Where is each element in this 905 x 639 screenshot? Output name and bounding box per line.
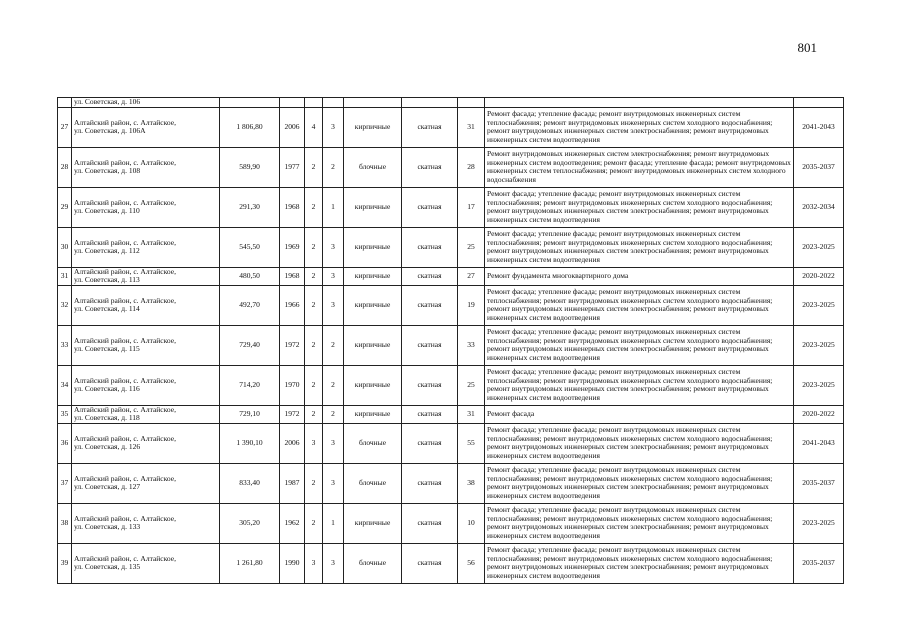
entrances-cell: 1 xyxy=(323,503,344,543)
floors-cell: 2 xyxy=(305,187,323,227)
table-row xyxy=(58,227,844,267)
address-line-street: ул. Советская, д. 118 xyxy=(74,413,140,423)
area-cell: 714,20 xyxy=(220,365,280,405)
table-row xyxy=(58,325,844,365)
address-line-street: ул. Советская, д. 112 xyxy=(74,246,140,256)
period-cell: 2023-2025 xyxy=(794,285,844,325)
year-cell: 1969 xyxy=(280,227,305,267)
table-row xyxy=(58,187,844,227)
roof-type-cell: скатная xyxy=(402,227,458,267)
row-number: 36 xyxy=(58,423,72,463)
continued-address: ул. Советская, д. 106 xyxy=(72,98,220,108)
wall-material-cell: кирпичные xyxy=(344,365,402,405)
wall-material-cell: кирпичные xyxy=(344,227,402,267)
address-cell xyxy=(72,107,220,147)
address-line-district: Алтайский район, с. Алтайское, xyxy=(74,405,176,414)
header-cell-num xyxy=(58,98,72,108)
roof-type-cell: скатная xyxy=(402,325,458,365)
year-cell: 1970 xyxy=(280,365,305,405)
wall-material-cell: кирпичные xyxy=(344,285,402,325)
apartments-cell: 28 xyxy=(458,147,485,187)
area-cell: 545,50 xyxy=(220,227,280,267)
row-number: 30 xyxy=(58,227,72,267)
area-cell: 729,10 xyxy=(220,405,280,423)
entrances-cell: 3 xyxy=(323,423,344,463)
year-cell: 1990 xyxy=(280,543,305,583)
area-cell: 492,70 xyxy=(220,285,280,325)
apartments-cell: 27 xyxy=(458,267,485,285)
roof-type-cell: скатная xyxy=(402,543,458,583)
wall-material-cell: кирпичные xyxy=(344,503,402,543)
address-cell xyxy=(72,227,220,267)
entrances-cell: 3 xyxy=(323,107,344,147)
address-line-district: Алтайский район, с. Алтайское, xyxy=(74,513,176,523)
roof-type-cell: скатная xyxy=(402,147,458,187)
roof-type-cell: скатная xyxy=(402,463,458,503)
wall-material-cell: блочные xyxy=(344,543,402,583)
works-cell: Ремонт фасада; утепление фасада; ремонт внутридомовых инженерных систем теплоснабжения; ремонт внутридомовых инженерных систем холодного водоснабжения; ремонт внутридомовых инженерных систем электроснабжения; ремонт внутридомовых инженерных систем водоотведения xyxy=(485,503,794,543)
works-cell: Ремонт фасада; утепление фасада; ремонт внутридомовых инженерных систем теплоснабжения; ремонт внутридомовых инженерных систем холодного водоснабжения; ремонт внутридомовых инженерных систем электроснабжения; ремонт внутридомовых инженерных систем водоотведения xyxy=(485,227,794,267)
address-line-street: ул. Советская, д. 135 xyxy=(74,562,141,572)
address-line-street: ул. Советская, д. 126 xyxy=(74,442,141,452)
works-cell: Ремонт фасада; утепление фасада; ремонт внутридомовых инженерных систем теплоснабжения; ремонт внутридомовых инженерных систем холодного водоснабжения; ремонт внутридомовых инженерных систем электроснабжения; ремонт внутридомовых инженерных систем водоотведения xyxy=(485,325,794,365)
address-line-district: Алтайский район, с. Алтайское, xyxy=(74,237,176,247)
address-line-district: Алтайский район, с. Алтайское, xyxy=(74,117,176,127)
works-cell: Ремонт фасада; утепление фасада; ремонт внутридомовых инженерных систем теплоснабжения; ремонт внутридомовых инженерных систем холодного водоснабжения; ремонт внутридомовых инженерных систем электроснабжения; ремонт внутридомовых инженерных систем водоотведения xyxy=(485,365,794,405)
row-number: 28 xyxy=(58,147,72,187)
apartments-cell: 56 xyxy=(458,543,485,583)
entrances-cell: 1 xyxy=(323,187,344,227)
address-line-district: Алтайский район, с. Алтайское, xyxy=(74,433,176,443)
year-cell: 2006 xyxy=(280,423,305,463)
address-line-street: ул. Советская, д. 116 xyxy=(74,384,140,394)
address-line-district: Алтайский район, с. Алтайское, xyxy=(74,295,176,305)
row-number: 38 xyxy=(58,503,72,543)
row-number: 27 xyxy=(58,107,72,147)
apartments-cell: 25 xyxy=(458,365,485,405)
roof-type-cell: скатная xyxy=(402,423,458,463)
period-cell: 2032-2034 xyxy=(794,187,844,227)
entrances-cell: 2 xyxy=(323,325,344,365)
wall-material-cell: кирпичные xyxy=(344,107,402,147)
floors-cell: 2 xyxy=(305,325,323,365)
floors-cell: 3 xyxy=(305,543,323,583)
row-number: 31 xyxy=(58,267,72,285)
year-cell: 1968 xyxy=(280,187,305,227)
row-number: 29 xyxy=(58,187,72,227)
table-row xyxy=(58,267,844,285)
address-cell xyxy=(72,267,220,285)
wall-material-cell: блочные xyxy=(344,423,402,463)
floors-cell: 2 xyxy=(305,463,323,503)
address-line-district: Алтайский район, с. Алтайское, xyxy=(74,473,176,483)
header-cell xyxy=(305,98,323,108)
period-cell: 2035-2037 xyxy=(794,543,844,583)
table-row xyxy=(58,423,844,463)
page-number: 801 xyxy=(797,40,817,55)
header-cell xyxy=(794,98,844,108)
apartments-cell: 31 xyxy=(458,107,485,147)
floors-cell: 2 xyxy=(305,405,323,423)
works-cell: Ремонт фасада; утепление фасада; ремонт внутридомовых инженерных систем теплоснабжения; ремонт внутридомовых инженерных систем холодного водоснабжения; ремонт внутридомовых инженерных систем электроснабжения; ремонт внутридомовых инженерных систем водоотведения xyxy=(485,285,794,325)
address-line-street: ул. Советская, д. 108 xyxy=(74,166,141,176)
area-cell: 589,90 xyxy=(220,147,280,187)
continued-header-row xyxy=(58,98,844,108)
table-row xyxy=(58,405,844,423)
works-cell: Ремонт фасада; утепление фасада; ремонт внутридомовых инженерных систем теплоснабжения; ремонт внутридомовых инженерных систем холодного водоснабжения; ремонт внутридомовых инженерных систем электроснабжения; ремонт внутридомовых инженерных систем водоотведения xyxy=(485,107,794,147)
period-cell: 2041-2043 xyxy=(794,107,844,147)
address-line-street: ул. Советская, д. 133 xyxy=(74,522,141,532)
table-row xyxy=(58,543,844,583)
roof-type-cell: скатная xyxy=(402,503,458,543)
row-number: 37 xyxy=(58,463,72,503)
period-cell: 2023-2025 xyxy=(794,325,844,365)
apartments-cell: 25 xyxy=(458,227,485,267)
table-row xyxy=(58,107,844,147)
area-cell: 833,40 xyxy=(220,463,280,503)
entrances-cell: 3 xyxy=(323,227,344,267)
year-cell: 1966 xyxy=(280,285,305,325)
area-cell: 1 261,80 xyxy=(220,543,280,583)
roof-type-cell: скатная xyxy=(402,365,458,405)
period-cell: 2023-2025 xyxy=(794,227,844,267)
address-line-district: Алтайский район, с. Алтайское, xyxy=(74,553,176,563)
address-line-district: Алтайский район, с. Алтайское, xyxy=(74,335,176,345)
table-row xyxy=(58,503,844,543)
address-cell xyxy=(72,325,220,365)
wall-material-cell: кирпичные xyxy=(344,187,402,227)
header-cell xyxy=(458,98,485,108)
apartments-cell: 55 xyxy=(458,423,485,463)
floors-cell: 2 xyxy=(305,227,323,267)
area-cell: 480,50 xyxy=(220,267,280,285)
apartments-cell: 17 xyxy=(458,187,485,227)
address-line-district: Алтайский район, с. Алтайское, xyxy=(74,267,176,276)
row-number: 34 xyxy=(58,365,72,405)
header-cell xyxy=(220,98,280,108)
row-number: 35 xyxy=(58,405,72,423)
area-cell: 1 806,80 xyxy=(220,107,280,147)
apartments-cell: 19 xyxy=(458,285,485,325)
wall-material-cell: кирпичные xyxy=(344,405,402,423)
header-cell xyxy=(323,98,344,108)
floors-cell: 2 xyxy=(305,503,323,543)
address-line-district: Алтайский район, с. Алтайское, xyxy=(74,375,176,385)
header-cell xyxy=(485,98,794,108)
table-row xyxy=(58,285,844,325)
apartments-cell: 31 xyxy=(458,405,485,423)
year-cell: 1987 xyxy=(280,463,305,503)
works-cell: Ремонт фасада; утепление фасада; ремонт внутридомовых инженерных систем теплоснабжения; ремонт внутридомовых инженерных систем холодного водоснабжения; ремонт внутридомовых инженерных систем электроснабжения; ремонт внутридомовых инженерных систем водоотведения xyxy=(485,423,794,463)
address-cell xyxy=(72,405,220,423)
area-cell: 1 390,10 xyxy=(220,423,280,463)
header-cell xyxy=(280,98,305,108)
header-cell xyxy=(344,98,402,108)
address-line-street: ул. Советская, д. 106А xyxy=(74,126,146,136)
table-row xyxy=(58,463,844,503)
address-line-street: ул. Советская, д. 113 xyxy=(74,275,140,285)
floors-cell: 2 xyxy=(305,365,323,405)
roof-type-cell: скатная xyxy=(402,107,458,147)
area-cell: 291,30 xyxy=(220,187,280,227)
address-cell xyxy=(72,147,220,187)
address-cell xyxy=(72,365,220,405)
address-cell xyxy=(72,463,220,503)
address-line-district: Алтайский район, с. Алтайское, xyxy=(74,197,176,207)
area-cell: 305,20 xyxy=(220,503,280,543)
housing-registry-table xyxy=(57,97,844,584)
works-cell: Ремонт фасада; утепление фасада; ремонт внутридомовых инженерных систем теплоснабжения; ремонт внутридомовых инженерных систем холодного водоснабжения; ремонт внутридомовых инженерных систем электроснабжения; ремонт внутридомовых инженерных систем водоотведения xyxy=(485,543,794,583)
works-cell: Ремонт фасада; утепление фасада; ремонт внутридомовых инженерных систем теплоснабжения; ремонт внутридомовых инженерных систем холодного водоснабжения; ремонт внутридомовых инженерных систем электроснабжения; ремонт внутридомовых инженерных систем водоотведения xyxy=(485,187,794,227)
table-row xyxy=(58,147,844,187)
wall-material-cell: блочные xyxy=(344,463,402,503)
area-cell: 729,40 xyxy=(220,325,280,365)
works-cell: Ремонт внутридомовых инженерных систем электроснабжения; ремонт внутридомовых инженерных систем водоотведения; ремонт фасада; утепление фасада; ремонт внутридомовых инженерных систем теплоснабжения; ремонт внутридомовых инженерных систем холодного водоснабжения xyxy=(485,147,794,187)
apartments-cell: 33 xyxy=(458,325,485,365)
address-line-district: Алтайский район, с. Алтайское, xyxy=(74,157,176,167)
entrances-cell: 2 xyxy=(323,405,344,423)
wall-material-cell: кирпичные xyxy=(344,325,402,365)
header-cell xyxy=(402,98,458,108)
works-cell: Ремонт фасада; утепление фасада; ремонт внутридомовых инженерных систем теплоснабжения; ремонт внутридомовых инженерных систем холодного водоснабжения; ремонт внутридомовых инженерных систем электроснабжения; ремонт внутридомовых инженерных систем водоотведения xyxy=(485,463,794,503)
roof-type-cell: скатная xyxy=(402,267,458,285)
roof-type-cell: скатная xyxy=(402,405,458,423)
address-cell xyxy=(72,423,220,463)
address-cell xyxy=(72,503,220,543)
address-line-street: ул. Советская, д. 110 xyxy=(74,206,140,216)
year-cell: 1968 xyxy=(280,267,305,285)
works-cell: Ремонт фасада xyxy=(485,405,794,423)
floors-cell: 3 xyxy=(305,423,323,463)
wall-material-cell: кирпичные xyxy=(344,267,402,285)
floors-cell: 2 xyxy=(305,147,323,187)
period-cell: 2023-2025 xyxy=(794,365,844,405)
floors-cell: 2 xyxy=(305,285,323,325)
address-line-street: ул. Советская, д. 127 xyxy=(74,482,141,492)
row-number: 39 xyxy=(58,543,72,583)
period-cell: 2020-2022 xyxy=(794,405,844,423)
year-cell: 1977 xyxy=(280,147,305,187)
address-cell xyxy=(72,543,220,583)
floors-cell: 4 xyxy=(305,107,323,147)
entrances-cell: 3 xyxy=(323,543,344,583)
apartments-cell: 38 xyxy=(458,463,485,503)
entrances-cell: 2 xyxy=(323,365,344,405)
address-cell xyxy=(72,187,220,227)
period-cell: 2035-2037 xyxy=(794,463,844,503)
year-cell: 2006 xyxy=(280,107,305,147)
row-number: 33 xyxy=(58,325,72,365)
period-cell: 2023-2025 xyxy=(794,503,844,543)
roof-type-cell: скатная xyxy=(402,285,458,325)
wall-material-cell: блочные xyxy=(344,147,402,187)
period-cell: 2035-2037 xyxy=(794,147,844,187)
entrances-cell: 3 xyxy=(323,463,344,503)
entrances-cell: 3 xyxy=(323,285,344,325)
entrances-cell: 3 xyxy=(323,267,344,285)
address-cell xyxy=(72,285,220,325)
row-number: 32 xyxy=(58,285,72,325)
address-line-street: ул. Советская, д. 115 xyxy=(74,344,140,354)
works-cell: Ремонт фундамента многоквартирного дома xyxy=(485,267,794,285)
entrances-cell: 2 xyxy=(323,147,344,187)
year-cell: 1972 xyxy=(280,325,305,365)
year-cell: 1962 xyxy=(280,503,305,543)
apartments-cell: 10 xyxy=(458,503,485,543)
roof-type-cell: скатная xyxy=(402,187,458,227)
period-cell: 2020-2022 xyxy=(794,267,844,285)
year-cell: 1972 xyxy=(280,405,305,423)
period-cell: 2041-2043 xyxy=(794,423,844,463)
floors-cell: 2 xyxy=(305,267,323,285)
table-row xyxy=(58,365,844,405)
address-line-street: ул. Советская, д. 114 xyxy=(74,304,140,314)
